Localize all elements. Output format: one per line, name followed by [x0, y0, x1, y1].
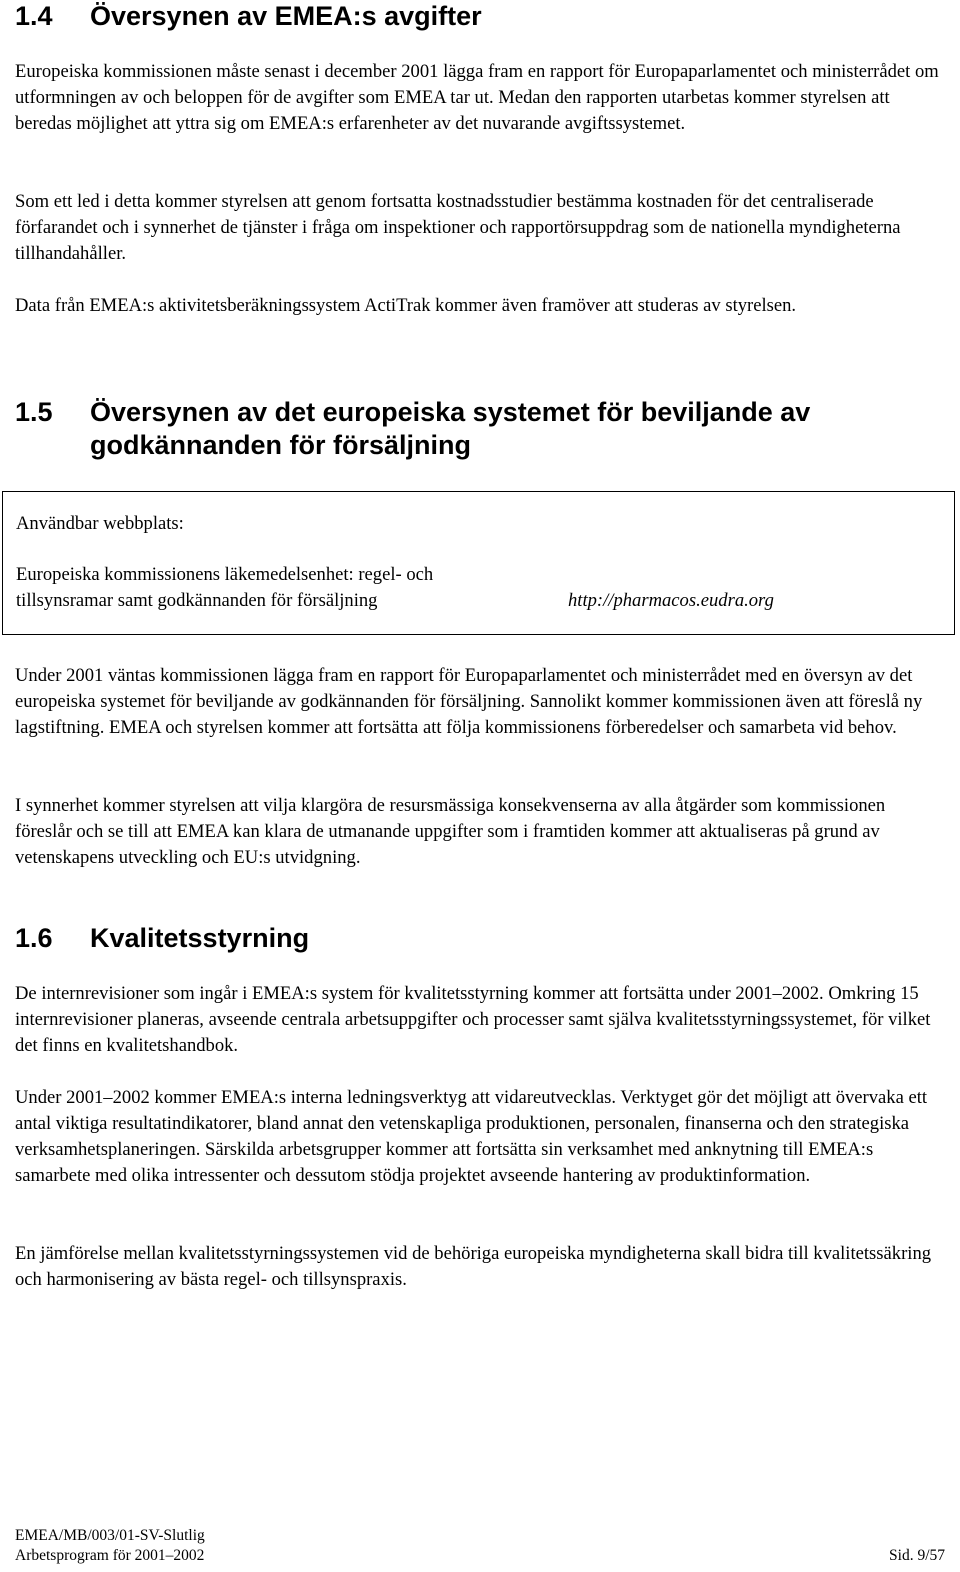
- document-reference: EMEA/MB/003/01-SV-Slutlig: [15, 1527, 205, 1544]
- section-title: Översynen av EMEA:s avgifter: [90, 1, 482, 31]
- paragraph: Som ett led i detta kommer styrelsen att genom fortsatta kostnadsstudier bestämma kostnaden för det centraliserade förfarandet och i synnerhet de tjänster i fråga om inspektioner och rapportörsuppdrag som de nationella myndigheterna tillhandahåller.: [15, 191, 901, 264]
- website-url-link[interactable]: http://pharmacos.eudra.org: [568, 590, 774, 611]
- paragraph: Under 2001–2002 kommer EMEA:s interna ledningsverktyg att vidareutvecklas. Verktyget gör det möjligt att övervaka ett antal viktiga resultatindikatorer, bland annat den vetenskapliga produktionen, personalen, finanserna och den strategiska verksamhetsplaneringen. Särskilda arbetsgrupper kommer att fortsätta sin verksamhet med anknytning till EMEA:s samarbete med olika intressenter och dessutom stödja projektet avseende hantering av produktinformation.: [15, 1087, 928, 1186]
- section-title: Översynen av det europeiska systemet för beviljande av godkännanden för försäljning: [90, 397, 811, 460]
- section-heading-1-4: [15, 0, 482, 33]
- footer-left: [15, 1526, 205, 1566]
- paragraph: Under 2001 väntas kommissionen lägga fram en rapport för Europaparlamentet och ministerrådet med en översyn av det europeiska systemet för beviljande av godkännanden för försäljning. Sannolikt kommer kommissionen även att föreslå ny lagstiftning. EMEA och styrelsen kommer att fortsätta att följa kommissionens förberedelser och samarbeta vid behov.: [15, 665, 923, 738]
- section-heading-1-6: [15, 922, 309, 955]
- paragraph: Europeiska kommissionen måste senast i december 2001 lägga fram en rapport för Europaparlamentet och ministerrådet om utformningen av och beloppen för de avgifter som EMEA tar ut. Medan den rapporten utarbetas kommer styrelsen att beredas möjlighet att yttra sig om EMEA:s erfarenheter av det nuvarande avgiftssystemet.: [15, 61, 939, 134]
- section-title: Kvalitetsstyrning: [90, 923, 310, 953]
- useful-website-box: [2, 491, 955, 635]
- paragraph: De internrevisioner som ingår i EMEA:s system för kvalitetsstyrning kommer att fortsätta under 2001–2002. Omkring 15 internrevisioner planeras, avseende centrala arbetsuppgifter och processer samt själva kvalitetsstyrningssystemet, för vilket det finns en kvalitetshandbok.: [15, 983, 931, 1056]
- section-number: 1.6: [15, 923, 53, 953]
- paragraph: I synnerhet kommer styrelsen att vilja klargöra de resursmässiga konsekvenserna av alla åtgärder som kommissionen föreslår och se till att EMEA kan klara de utmanande uppgifter som i framtiden kommer att aktualiseras på grund av vetenskapens utveckling och EU:s utvidgning.: [15, 795, 886, 868]
- paragraph: En jämförelse mellan kvalitetsstyrningssystemen vid de behöriga europeiska myndigheterna skall bidra till kvalitetssäkring och harmonisering av bästa regel- och tillsynspraxis.: [15, 1243, 932, 1290]
- document-title: Arbetsprogram för 2001–2002: [15, 1547, 205, 1564]
- useful-website-label: Användbar webbplats:: [16, 513, 184, 534]
- paragraph: Data från EMEA:s aktivitetsberäkningssystem ActiTrak kommer även framöver att studeras av styrelsen.: [15, 295, 797, 316]
- website-description: Europeiska kommissionens läkemedelsenhet: regel- och tillsynsramar samt godkännanden för försäljning: [16, 564, 434, 611]
- page-number: Sid. 9/57: [889, 1547, 945, 1564]
- section-number: 1.4: [15, 1, 53, 31]
- section-heading-1-5: [15, 396, 890, 462]
- section-number: 1.5: [15, 397, 53, 427]
